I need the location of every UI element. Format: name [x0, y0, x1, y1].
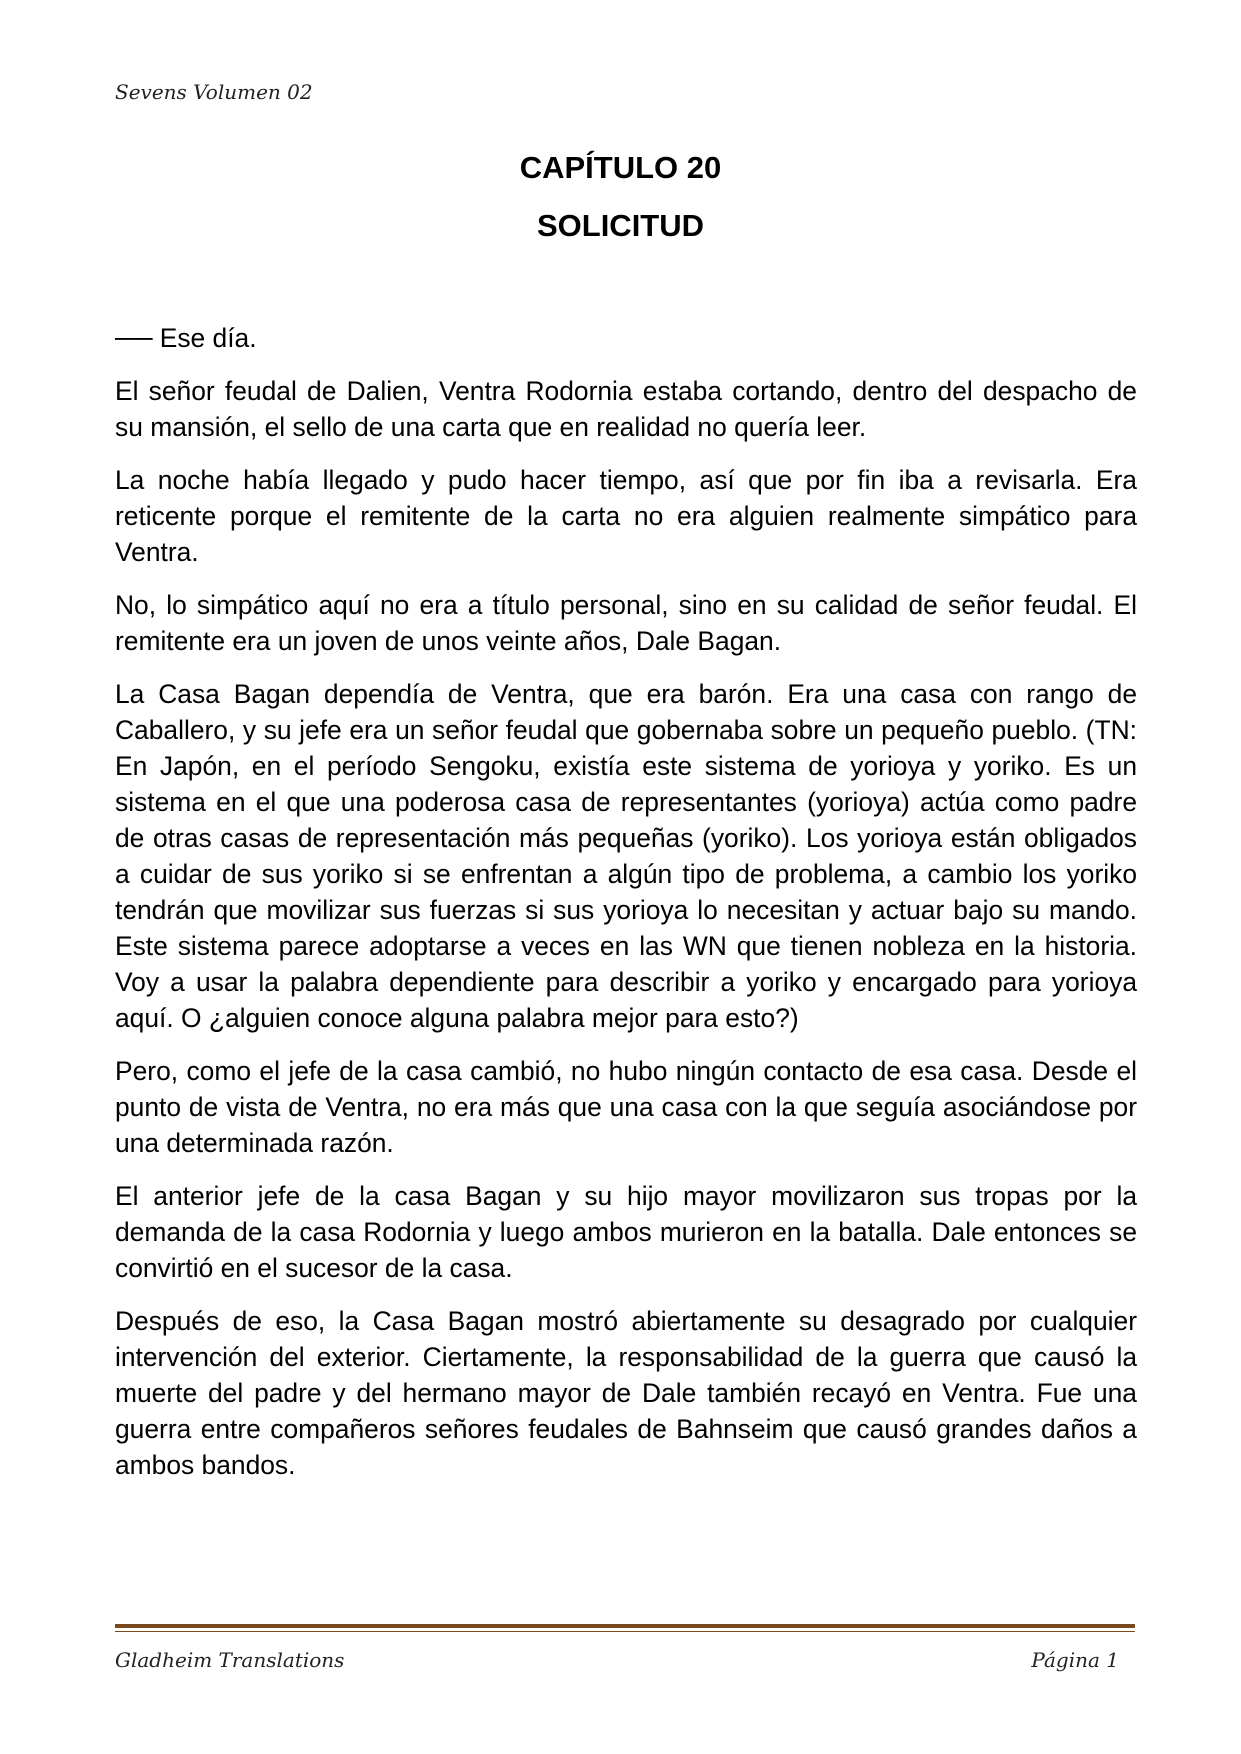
footer-rule-thin — [115, 1631, 1135, 1632]
footer-rule — [115, 1624, 1135, 1628]
footer-page-number: Página 1 — [1031, 1648, 1119, 1672]
paragraph-6: Pero, como el jefe de la casa cambió, no hubo ningún contacto de esa casa. Desde el punto de vista de Ventra, no era más que una casa con la que seguía asociándose por una determinada razón. — [115, 1056, 1137, 1158]
paragraph-8: Después de eso, la Casa Bagan mostró abiertamente su desagrado por cualquier intervención del exterior. Ciertamente, la responsabilidad de la guerra que causó la muerte del padre y del hermano mayor de Dale también recayó en Ventra. Fue una guerra entre compañeros señores feudales de Bahnseim que causó grandes daños a ambos bandos. — [115, 1306, 1137, 1480]
chapter-body — [115, 320, 1137, 1500]
paragraph-3: La noche había llegado y pudo hacer tiempo, así que por fin iba a revisarla. Era reticente porque el remitente de la carta no era alguien realmente simpático para Ventra. — [115, 465, 1137, 567]
chapter-title: SOLICITUD — [536, 208, 705, 243]
chapter-number: CAPÍTULO 20 — [519, 150, 722, 185]
paragraph-2: El señor feudal de Dalien, Ventra Rodornia estaba cortando, dentro del despacho de su mansión, el sello de una carta que en realidad no quería leer. — [115, 376, 1137, 442]
footer-publisher: Gladheim Translations — [115, 1648, 345, 1672]
paragraph-5: La Casa Bagan dependía de Ventra, que era barón. Era una casa con rango de Caballero, y su jefe era un señor feudal que gobernaba sobre un pequeño pueblo. (TN: En Japón, en el período Sengoku, existía este sistema de yorioya y yoriko. Es un sistema en el que una poderosa casa de representantes (yorioya) actúa como padre de otras casas de representación más pequeñas (yoriko). Los yorioya están obligados a cuidar de sus yoriko si se enfrentan a algún tipo de problema, a cambio los yoriko tendrán que movilizar sus fuerzas si sus yorioya lo necesitan y actuar bajo su mando. Este sistema parece adoptarse a veces en las WN que tienen nobleza en la historia. Voy a usar la palabra dependiente para describir a yoriko y encargado para yorioya aquí. O ¿alguien conoce alguna palabra mejor para esto?) — [115, 679, 1137, 1033]
paragraph-1: ── Ese día. — [115, 323, 257, 353]
running-header: Sevens Volumen 02 — [115, 80, 313, 104]
paragraph-7: El anterior jefe de la casa Bagan y su hijo mayor movilizaron sus tropas por la demanda de la casa Rodornia y luego ambos murieron en la batalla. Dale entonces se convirtió en el sucesor de la casa. — [115, 1181, 1137, 1283]
paragraph-4: No, lo simpático aquí no era a título personal, sino en su calidad de señor feudal. El remitente era un joven de unos veinte años, Dale Bagan. — [115, 590, 1137, 656]
